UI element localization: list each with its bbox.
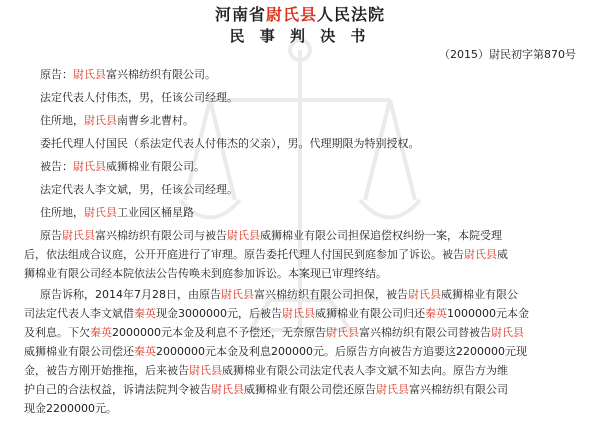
defendant-address-line: 住所地，尉氏县工业园区桶星路 [40,206,194,219]
paragraph-line: 现金2200000元。 [24,402,117,415]
case-number: （2015）尉民初字第870号 [439,48,576,61]
paragraph-line: 原告诉称，2014年7月28日，由原告尉氏县富兴棉纺织有限公司担保，被告尉氏县威狮棉业有限公 [40,288,518,301]
plaintiff-line: 原告：尉氏县富兴棉纺织有限公司。 [40,68,216,81]
paragraph-line: 原告尉氏县富兴棉纺织有限公司与被告尉氏县威狮棉业有限公司担保追偿权纠纷一案，本院受理 [40,229,502,242]
paragraph-line: 司法定代表人李文斌借秦英现金3000000元，后被告尉氏县威狮棉业有限公司归还秦英1000000元本金 [24,307,529,320]
defendant-representative-line: 法定代表人李文斌，男，任该公司经理。 [40,183,238,196]
paragraph-line: 金，被告方刚开始推拖，后来被告尉氏县威狮棉业有限公司法定代表人李文斌不知去向。原告方为维 [24,364,508,377]
highlight-county: 尉氏县 [265,5,317,24]
case-acceptance-paragraph [24,226,582,283]
court-title: 河南省尉氏县人民法院 [214,5,386,24]
defendant-line: 被告：尉氏县威狮棉业有限公司。 [40,160,205,173]
document-subtitle: 民 事 判 决 书 [229,27,371,45]
plaintiff-address-line: 住所地，尉氏县南曹乡北曹村。 [40,114,194,127]
paragraph-line: 及利息。下欠秦英2000000元本金及利息不予偿还，无奈原告尉氏县富兴棉纺织有限公司替被告尉氏县 [24,326,524,339]
plaintiff-claim-paragraph [24,285,582,418]
paragraph-line: 威狮棉业有限公司偿还秦英2000000元本金及利息200000元。后原告方向被告方追要这2200000元现 [24,345,527,358]
agent-line: 委托代理人付国民（系法定代表人付伟杰的父亲），男。代理期限为特别授权。 [40,137,420,150]
plaintiff-representative-line: 法定代表人付伟杰，男，任该公司经理。 [40,91,238,104]
paragraph-line: 狮棉业有限公司经本院依法公告传唤未到庭参加诉讼。本案现已审理终结。 [24,267,387,280]
paragraph-line: 护自己的合法权益，诉请法院判令被告尉氏县威狮棉业有限公司偿还原告尉氏县富兴棉纺织有限公司 [24,383,508,396]
paragraph-line: 后，依法组成合议庭，公开开庭进行了审理。原告委托代理人付国民到庭参加了诉讼。被告尉氏县威 [24,248,508,261]
